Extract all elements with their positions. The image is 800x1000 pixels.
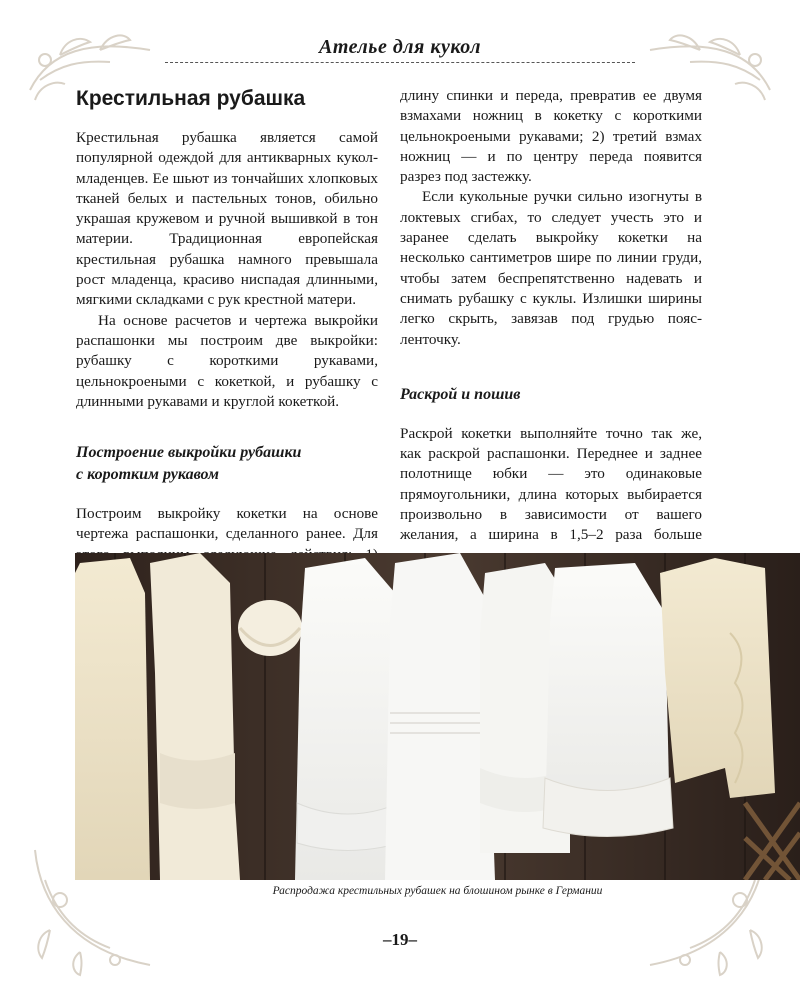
christening-gowns-photo <box>75 553 800 880</box>
paragraph: Если кукольные ручки сильно изогнуты в локтевых сгибах, то следует учесть это и заранее сделать выкройку кокетки на несколько сантиметров шире по линии груди, чтобы затем беспрепятственно надевать и снимать рубашку с куклы. Излишки ширины легко скрыть, завязав под грудью пояс-ленточку. <box>400 188 702 348</box>
running-title: Ателье для кукол <box>319 36 481 58</box>
page-number: –19– <box>383 930 417 949</box>
paragraph: Построим выкройку кокетки на основе чертежа распашонки, сделанного ранее. Для <box>76 505 378 543</box>
article-title: Крестильная рубашка <box>76 87 306 110</box>
right-column <box>400 86 702 627</box>
section-title-line: Построение выкройки рубашки <box>76 444 302 462</box>
photo-caption: Распродажа крестильных рубашек на блошином рынке в Германии <box>272 885 603 897</box>
paragraph: длину спинки и переда, превратив ее двумя взмахами ножниц в кокетку с короткими цельнокроеными рукавами; 2) третий взмах ножниц — и по центру переда появится разрез под застежку. <box>400 87 702 186</box>
header-divider <box>165 62 635 63</box>
section-title: Раскрой и пошив <box>400 385 521 403</box>
paragraph: Раскрой кокетки выполняйте точно так же, как раскрой распашонки. Переднее и заднее полотнище юбки — это одинаковые прямоугольники, длина которых выбирается произвольно в зависимости от вашего желания, а ширина в 1,5–2 раза больше <box>400 424 702 544</box>
left-column <box>76 86 378 606</box>
section-title-line: с коротким рукавом <box>76 466 219 484</box>
paragraph: На основе расчетов и чертежа выкройки распашонки мы построим две выкройки: рубашку с короткими рукавами, цельнокроеными с кокеткой, и рубашку с длинными рукавами и круглой кокеткой. <box>76 311 378 410</box>
paragraph: Крестильная рубашка является самой популярной одеждой для антикварных кукол-младенцев. Ее шьют из тончайших хлопковых тканей белых и пастельных тонов, обильно украшая кружевом и ручной вышивкой в тон материи. Традиционная европейская крестильная рубашка намного превышала рост младенца, красиво ниспадая длинными, мягкими складками с рук крестной матери. <box>76 129 378 309</box>
